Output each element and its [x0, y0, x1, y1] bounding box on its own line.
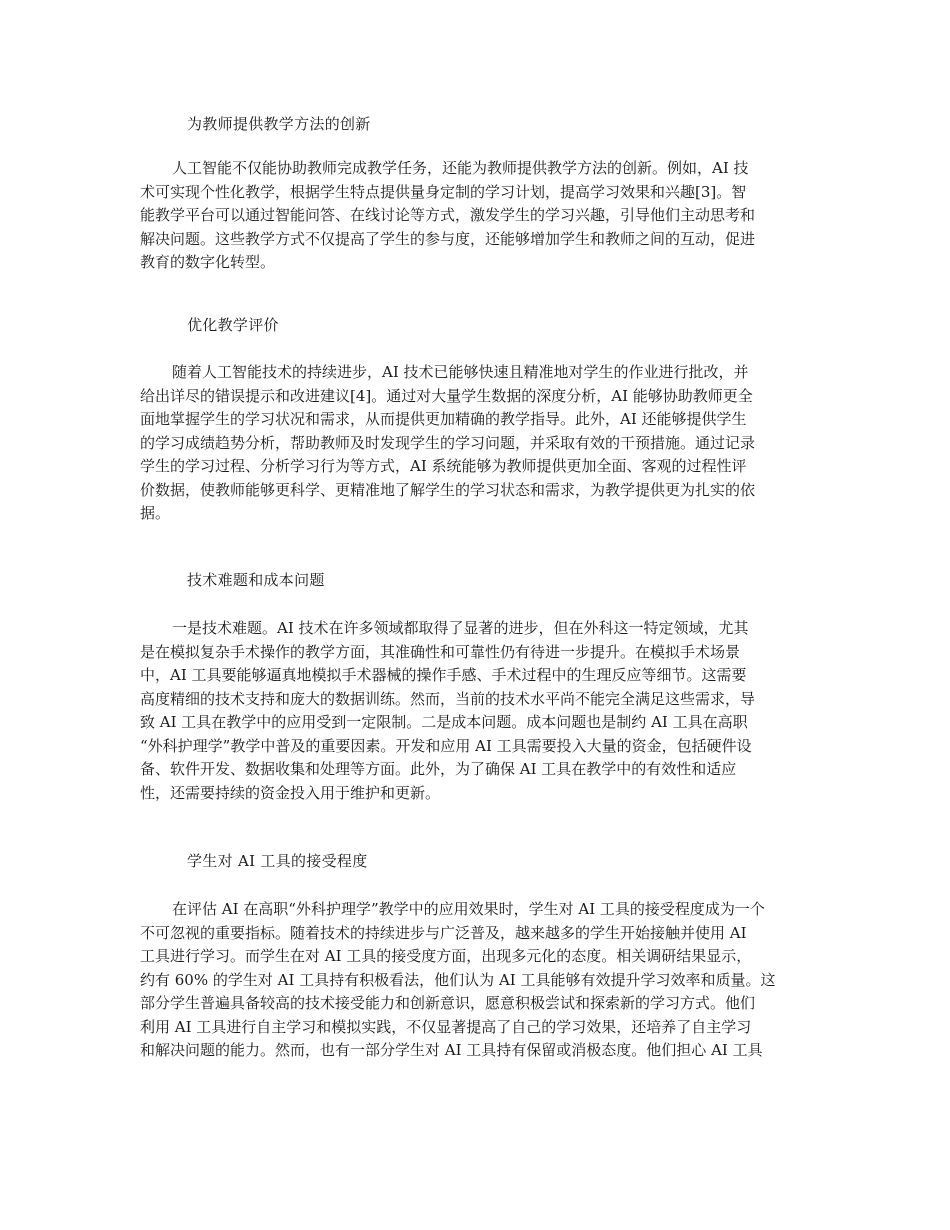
paragraph-line: 随着人工智能技术的持续进步，AI 技术已能够快速且精准地对学生的作业进行批改，并	[172, 363, 749, 381]
paragraph-line: 是在模拟复杂手术操作的教学方面，其准确性和可靠性仍有待进一步提升。在模拟手术场景	[140, 642, 741, 661]
paragraph-student-acceptance	[140, 898, 820, 1063]
paragraph-line: 学生的学习过程、分析学习行为等方式，AI 系统能够为教师提供更加全面、客观的过程性评	[140, 457, 747, 475]
paragraph-line: 和解决问题的能力。然而，也有一部分学生对 AI 工具持有保留或消极态度。他们担心 AI 工具	[140, 1041, 763, 1059]
paragraph-line: 约有 60% 的学生对 AI 工具持有积极看法，他们认为 AI 工具能够有效提升学习效率和质量。这	[140, 970, 776, 989]
section-heading-teaching-method-innovation: 为教师提供教学方法的创新	[187, 115, 371, 133]
paragraph-line: 教育的数字化转型。	[140, 253, 276, 271]
paragraph-line: 据。	[140, 504, 171, 522]
paragraph-line: 中，AI 工具要能够逼真地模拟手术器械的操作手感、手术过程中的生理反应等细节。这需要	[140, 666, 747, 684]
paragraph-line: 致 AI 工具在教学中的应用受到一定限制。二是成本问题。成本问题也是制约 AI 工具在高职	[140, 713, 748, 731]
paragraph-line: “外科护理学”教学中普及的重要因素。开发和应用 AI 工具需要投入大量的资金，包括硬件设	[140, 736, 752, 755]
paragraph-technical-and-cost-issues	[140, 617, 820, 805]
paragraph-line: 面地掌握学生的学习状况和需求，从而提供更加精确的教学指导。此外，AI 还能够提供学生	[140, 410, 747, 428]
paragraph-line: 给出详尽的错误提示和改进建议[4]。通过对大量学生数据的深度分析，AI 能够协助教师更全	[140, 386, 753, 405]
paragraph-optimize-evaluation	[140, 361, 820, 526]
paragraph-line: 高度精细的技术支持和庞大的数据训练。然而，当前的技术水平尚不能完全满足这些需求，导	[140, 689, 756, 708]
paragraph-line: 一是技术难题。AI 技术在许多领域都取得了显著的进步，但在外科这一特定领域，尤其	[172, 619, 749, 637]
paragraph-line: 利用 AI 工具进行自主学习和模拟实践，不仅显著提高了自己的学习效果，还培养了自主学习	[140, 1017, 752, 1036]
paragraph-teaching-method-innovation	[140, 157, 820, 275]
paragraph-line: 术可实现个性化教学，根据学生特点提供量身定制的学习计划，提高学习效果和兴趣[3]。智	[140, 182, 747, 201]
section-heading-technical-and-cost-issues: 技术难题和成本问题	[187, 571, 325, 589]
paragraph-line: 性，还需要持续的资金投入用于维护和更新。	[140, 783, 441, 802]
paragraph-line: 不可忽视的重要指标。随着技术的持续进步与广泛普及，越来越多的学生开始接触并使用 AI	[140, 923, 747, 942]
paragraph-line: 备、软件开发、数据收集和处理等方面。此外，为了确保 AI 工具在教学中的有效性和适应	[140, 760, 737, 778]
paragraph-line: 工具进行学习。而学生在对 AI 工具的接受度方面，出现多元化的态度。相关调研结果显示，	[140, 947, 752, 965]
paragraph-line: 能教学平台可以通过智能问答、在线讨论等方式，激发学生的学习兴趣，引导他们主动思考和	[140, 206, 756, 224]
paragraph-line: 部分学生普遍具备较高的技术接受能力和创新意识，愿意积极尝试和探索新的学习方式。他们	[140, 994, 756, 1012]
section-heading-student-acceptance: 学生对 AI 工具的接受程度	[187, 852, 368, 870]
paragraph-line: 人工智能不仅能协助教师完成教学任务，还能为教师提供教学方法的创新。例如，AI 技	[172, 159, 749, 177]
paragraph-line: 在评估 AI 在高职“外科护理学”教学中的应用效果时，学生对 AI 工具的接受程度成为一个	[172, 900, 765, 918]
paragraph-line: 解决问题。这些教学方式不仅提高了学生的参与度，还能够增加学生和教师之间的互动，促进	[140, 229, 756, 248]
paragraph-line: 价数据，使教师能够更科学、更精准地了解学生的学习状态和需求，为教学提供更为扎实的依	[140, 480, 756, 499]
section-heading-optimize-evaluation: 优化教学评价	[187, 316, 279, 334]
paragraph-line: 的学习成绩趋势分析，帮助教师及时发现学生的学习问题，并采取有效的干预措施。通过记录	[140, 433, 756, 452]
